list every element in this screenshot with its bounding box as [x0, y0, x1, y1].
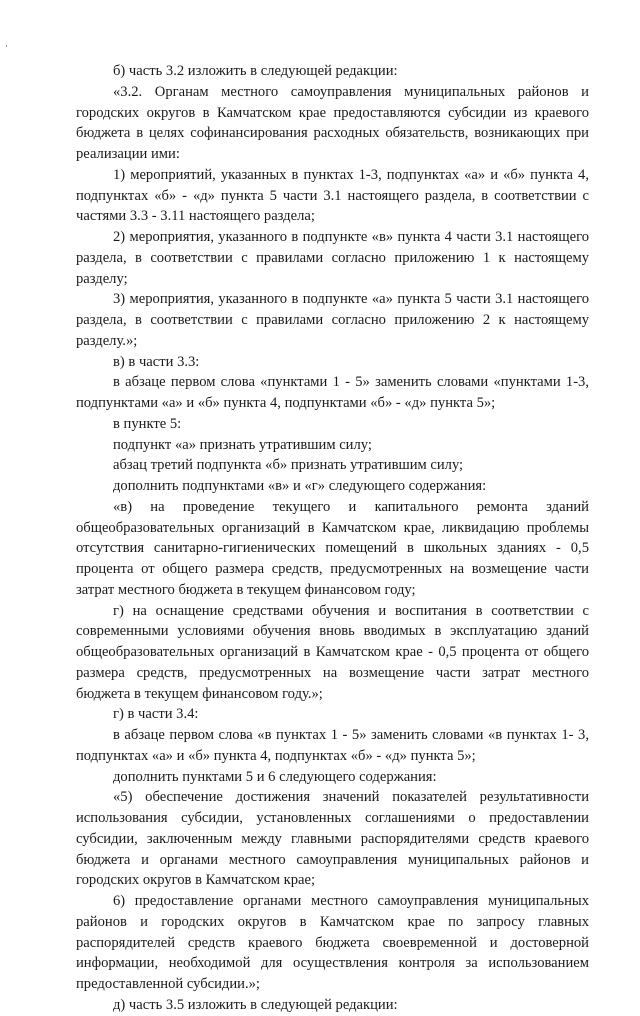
paragraph-part-3-4: г) в части 3.4:	[113, 706, 199, 723]
paragraph-3-3-first-abzac: в абзаце первом слова «пунктами 1 - 5» заменить словами «пунктами 1-3, подпунктами «а» и «б» пункта 4, подпунктами «б» - «д» пункта 5»;	[76, 374, 589, 411]
paragraph-3-2-text: «3.2. Органам местного самоуправления муниципальных районов и городских округов в Камчатском крае предоставляются субсидии из краевого бюджета в целях софинансирования расходных обязательств, возникающих при реализации ими:	[76, 83, 589, 162]
paragraph-add-punkts-5-6: дополнить пунктами 5 и 6 следующего содержания:	[113, 768, 437, 785]
paragraph-3-4-first-abzac: в абзаце первом слова «в пунктах 1 - 5» заменить словами «в пунктах 1- 3, подпунктах «а» и «б» пункта 4, подпунктах «б» - «д» пункта 5»;	[76, 727, 589, 764]
paragraph-subpunkt-a-void: подпункт «а» признать утратившим силу;	[113, 436, 372, 453]
paragraph-abzac-third-void: абзац третий подпункта «б» признать утратившим силу;	[113, 457, 464, 474]
paragraph-item-1: 1) мероприятий, указанных в пунктах 1-3, подпунктах «а» и «б» пункта 4, подпунктах «б» - «д» пункта 5 части 3.1 настоящего раздела, в соответствии с частями 3.3 - 3.11 настоящего раздела;	[76, 166, 589, 225]
paragraph-item-3: 3) мероприятия, указанного в подпункте «а» пункта 5 части 3.1 настоящего раздела, в соответствии с правилами согласно приложению 2 к настоящему разделу.»;	[76, 291, 589, 349]
scan-mark	[6, 45, 7, 47]
paragraph-punkt-5: в пункте 5:	[113, 415, 182, 432]
paragraph-punkt-6-text: 6) предоставление органами местного самоуправления муниципальных районов и городских округов в Камчатском крае по запросу главных распорядителей средств краевого бюджета своевременной и достоверной информации, необходимой для осуществления контроля за использованием предоставленной субсидии.»;	[76, 893, 589, 992]
paragraph-subpunkt-v: «в) на проведение текущего и капитального ремонта зданий общеобразовательных организаций в Камчатском крае, ликвидацию проблемы отсутствия санитарно-гигиенических помещений в школьных зданиях - 0,5 процента от общего размера средств, предусмотренных на возмещение части затрат местного бюджета в текущем финансовом году;	[76, 498, 589, 598]
paragraph-subpunkt-g: г) на оснащение средствами обучения и воспитания в соответствии с современными условиями обучения вновь вводимых в эксплуатацию зданий общеобразовательных организаций в Камчатском крае - 0,5 процента от общего размера средств, предусмотренных на возмещение части затрат местного бюджета в текущем финансовом году.»;	[76, 602, 589, 702]
paragraph-part-3-3: в) в части 3.3:	[113, 353, 200, 370]
paragraph-item-2: 2) мероприятия, указанного в подпункте «в» пункта 4 части 3.1 настоящего раздела, в соответствии с правилами согласно приложению 1 к настоящему разделу;	[76, 229, 589, 287]
paragraph-part-3-5-intro: д) часть 3.5 изложить в следующей редакции:	[113, 996, 398, 1013]
paragraph-punkt-5-text: «5) обеспечение достижения значений показателей результативности использования субсидии, установленных соглашениями о предоставлении субсидии, заключенным между главными распорядителями средств краевого бюджета и органами местного самоуправления муниципальных районов и городских округов в Камчатском крае;	[76, 789, 589, 889]
paragraph-add-subpunkts: дополнить подпунктами «в» и «г» следующего содержания:	[113, 478, 487, 494]
paragraph-part-3-2-intro: б) часть 3.2 изложить в следующей редакции:	[113, 63, 398, 79]
document-body	[76, 61, 589, 1016]
